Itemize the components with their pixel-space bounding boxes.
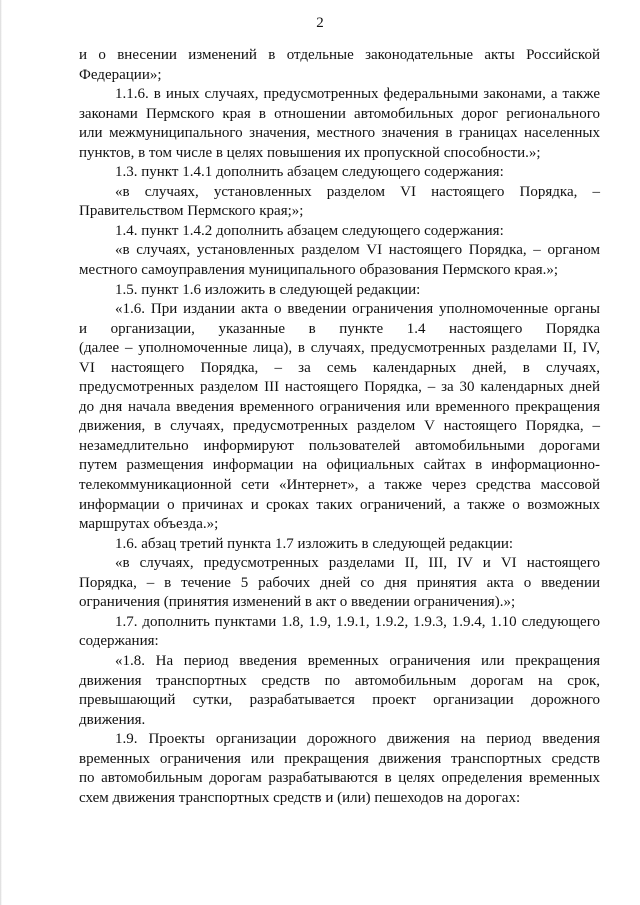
text-line: «в случаях, предусмотренных разделами II, III, IV и VI настоящего	[115, 555, 600, 572]
text-line: по автомобильным дорогам разрабатываются в целях определения временных	[79, 770, 600, 787]
text-line: до дня начала введения временного ограничения или временного прекращения	[79, 398, 600, 415]
text-line: путем размещения информации на официальных сайтах в информационно-	[79, 457, 600, 474]
text-line: и о внесении изменений в отдельные законодательные акты Российской	[79, 47, 600, 63]
text-line: 1.4. пункт 1.4.2 дополнить абзацем следующего содержания:	[115, 222, 504, 239]
text-line: «1.8. На период введения временных ограничения или прекращения	[115, 652, 600, 669]
text-line: «в случаях, установленных разделом VI настоящего Порядка, – органом	[115, 242, 600, 259]
text-line: местного самоуправления муниципального образования Пермского края.»;	[79, 262, 559, 279]
text-line: телекоммуникационной сети «Интернет», а также через средства массовой	[79, 477, 600, 494]
document-body	[79, 46, 600, 808]
text-line: ограничения (принятия изменений в акт о введении ограничения).»;	[79, 594, 516, 611]
text-line: предусмотренных разделом III настоящего Порядка, – за 30 календарных дней	[79, 379, 600, 396]
text-line: или межмуниципального значения, местного значения в границах населенных	[79, 125, 600, 142]
scan-edge	[0, 0, 2, 905]
text-line: движения, в случаях, предусмотренных разделом V настоящего Порядка, –	[79, 418, 600, 435]
text-line: 1.9. Проекты организации дорожного движения на период введения	[115, 731, 600, 748]
text-line: Федерации»;	[79, 66, 162, 83]
text-line: (далее – уполномоченные лица), в случаях, предусмотренных разделами II, IV,	[79, 340, 600, 357]
text-line: временных ограничения или прекращения движения транспортных средств	[79, 750, 600, 767]
text-line: законами Пермского края в отношении автомобильных дорог регионального	[79, 105, 600, 122]
text-line: 1.7. дополнить пунктами 1.8, 1.9, 1.9.1, 1.9.2, 1.9.3, 1.9.4, 1.10 следующего	[115, 613, 600, 630]
text-line: схем движения транспортных средств и (или) пешеходов на дорогах:	[79, 789, 521, 806]
text-line: содержания:	[79, 633, 159, 650]
text-line: 1.1.6. в иных случаях, предусмотренных федеральными законами, а также	[115, 86, 600, 103]
text-line: VI настоящего Порядка, – за семь календарных дней, в случаях,	[79, 359, 600, 376]
text-line: информации о причинах и сроках таких ограничений, а также о возможных	[79, 496, 600, 513]
text-line: движения.	[79, 711, 146, 728]
text-line: маршрутах объезда.»;	[79, 516, 219, 533]
text-line: пунктов, в том числе в целях повышения их пропускной способности.»;	[79, 144, 541, 161]
text-line: движения транспортных средств по автомобильным дорогам на срок,	[79, 672, 600, 689]
text-line: 1.3. пункт 1.4.1 дополнить абзацем следующего содержания:	[115, 164, 504, 181]
text-line: Порядка, – в течение 5 рабочих дней со дня принятия акта о введении	[79, 574, 600, 591]
text-line: «1.6. При издании акта о введении ограничения уполномоченные органы	[115, 301, 600, 318]
text-line: 1.5. пункт 1.6 изложить в следующей редакции:	[115, 281, 421, 298]
text-line: превышающий сутки, разрабатывается проект организации дорожного	[79, 692, 600, 709]
text-line: 1.6. абзац третий пункта 1.7 изложить в следующей редакции:	[115, 535, 514, 552]
page-number: 2	[316, 15, 324, 31]
text-line: «в случаях, установленных разделом VI настоящего Порядка, –	[115, 183, 600, 200]
text-line: и организации, указанные в пункте 1.4 настоящего Порядка	[79, 320, 600, 337]
text-line: незамедлительно информируют пользователей автомобильными дорогами	[79, 437, 600, 454]
text-line: Правительством Пермского края;»;	[79, 203, 304, 220]
